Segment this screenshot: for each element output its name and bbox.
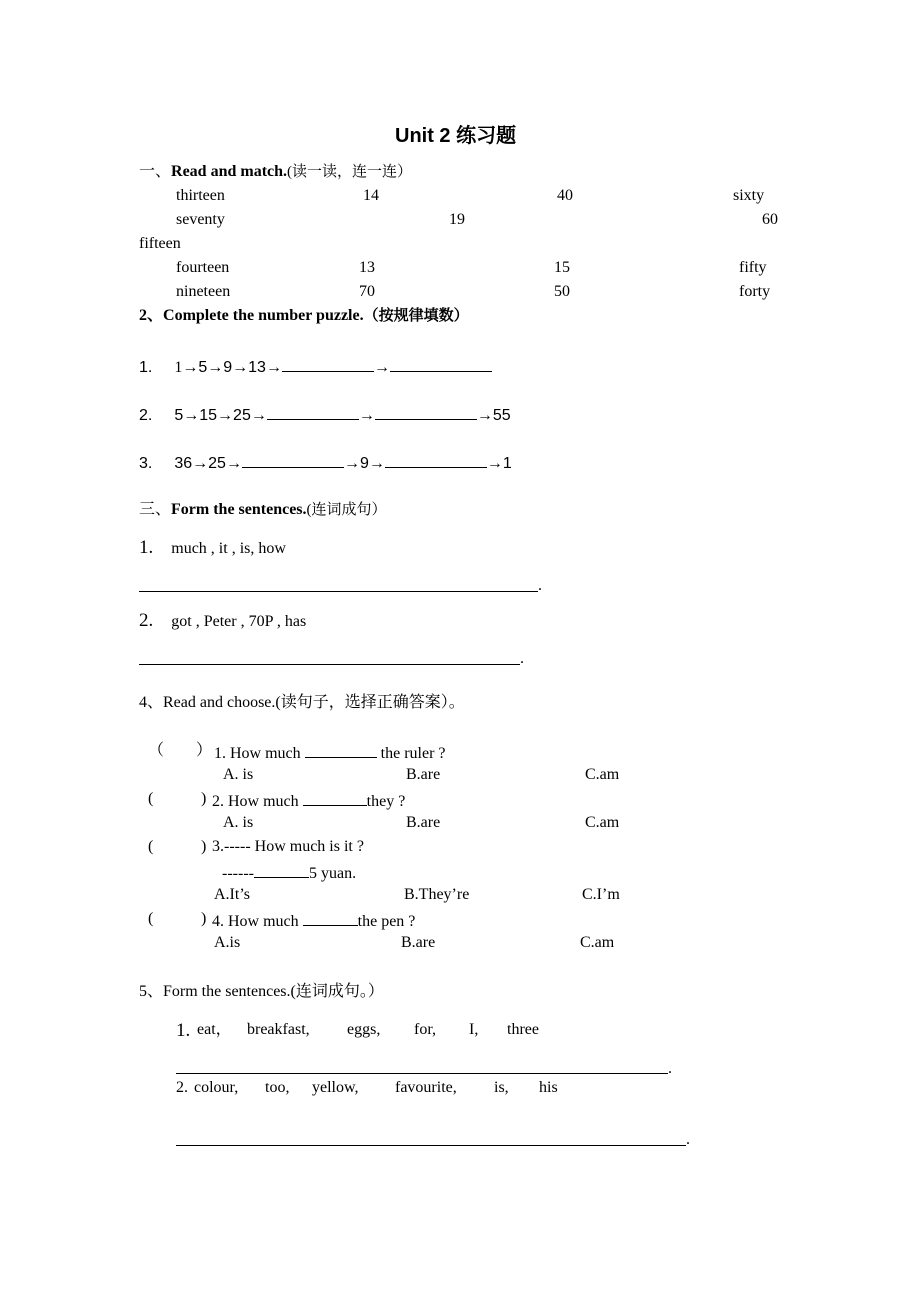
puzzle-blank[interactable] xyxy=(242,453,344,468)
word: eat， xyxy=(197,1021,232,1038)
answer-line[interactable] xyxy=(139,664,520,665)
answer-line[interactable] xyxy=(176,1145,686,1146)
option-c[interactable]: C.am xyxy=(580,934,615,951)
answer-paren-left: （ xyxy=(148,742,165,759)
sentence-number: 2. xyxy=(139,610,154,631)
question-text: the ruler ? xyxy=(380,745,446,762)
word: for, xyxy=(414,1021,437,1038)
section-3-number: 三、 xyxy=(139,501,172,518)
question-text: they ? xyxy=(366,793,406,810)
answer-paren-left: ( xyxy=(148,910,154,927)
match-number: 40 xyxy=(557,187,573,204)
section-1-title: Read and match. xyxy=(171,163,288,180)
answer-period: . xyxy=(686,1131,690,1148)
match-word: seventy xyxy=(176,211,225,228)
word: too, xyxy=(265,1079,290,1096)
sentence-words: much , it , is, how xyxy=(171,540,286,557)
question-stem xyxy=(212,791,405,810)
question-text: ------ xyxy=(222,865,254,882)
puzzle-sequence: 5→15→25→ xyxy=(174,407,267,424)
word: eggs, xyxy=(347,1021,381,1038)
sentence-number: 1. xyxy=(139,537,154,558)
word: favourite, xyxy=(395,1079,457,1096)
section-1-heading xyxy=(139,164,412,180)
option-a[interactable]: A. is xyxy=(223,814,254,831)
puzzle-end: →1 xyxy=(486,455,512,472)
match-number: 70 xyxy=(359,283,375,300)
word: is, xyxy=(494,1079,509,1096)
puzzle-sequence: 36→25→ xyxy=(174,455,242,472)
puzzle-arrow: → xyxy=(358,407,375,424)
option-a[interactable]: A.It’s xyxy=(214,886,250,903)
option-c[interactable]: C.am xyxy=(585,766,620,783)
answer-paren-right: ) xyxy=(201,790,207,807)
puzzle-start: 1 xyxy=(174,359,183,376)
option-c[interactable]: C.I’m xyxy=(582,886,620,903)
puzzle-blank[interactable] xyxy=(390,357,492,372)
page-title: Unit 2 练习题 xyxy=(395,125,517,147)
answer-paren-left: ( xyxy=(148,838,154,855)
question-blank[interactable] xyxy=(303,791,367,806)
answer-line[interactable] xyxy=(139,591,538,592)
puzzle-blank[interactable] xyxy=(375,405,477,420)
match-number: 14 xyxy=(363,187,379,204)
word: breakfast, xyxy=(247,1021,310,1038)
section-2-number: 2、 xyxy=(139,307,164,324)
question-blank[interactable] xyxy=(254,863,309,878)
match-word: fifty xyxy=(739,259,767,276)
question-text: the pen ? xyxy=(357,913,416,930)
answer-paren-left: ( xyxy=(148,790,154,807)
answer-period: . xyxy=(538,577,542,594)
question-text: 4. How much xyxy=(212,913,299,930)
question-response xyxy=(222,863,356,882)
option-a[interactable]: A.is xyxy=(214,934,241,951)
puzzle-arrow: → xyxy=(373,359,390,376)
question-blank[interactable] xyxy=(303,911,358,926)
section-2-title: Complete the number puzzle. xyxy=(163,307,364,324)
word: yellow, xyxy=(312,1079,359,1096)
match-word: sixty xyxy=(733,187,765,204)
word: three xyxy=(507,1021,539,1038)
match-number: 15 xyxy=(554,259,570,276)
answer-paren-right: ） xyxy=(196,742,213,759)
question-text: 5 yuan. xyxy=(308,865,357,882)
puzzle-item xyxy=(139,357,492,376)
option-b[interactable]: B.They’re xyxy=(404,886,470,903)
answer-paren-right: ) xyxy=(201,910,207,927)
match-word: fifteen xyxy=(139,235,181,252)
question-stem xyxy=(214,743,446,762)
match-number: 60 xyxy=(762,211,778,228)
puzzle-end: →55 xyxy=(476,407,511,424)
answer-period: . xyxy=(520,650,524,667)
answer-line[interactable] xyxy=(176,1073,668,1074)
question-blank[interactable] xyxy=(305,743,377,758)
puzzle-number: 3. xyxy=(139,455,153,472)
option-a[interactable]: A. is xyxy=(223,766,254,783)
match-number: 19 xyxy=(449,211,465,228)
option-b[interactable]: B.are xyxy=(406,766,441,783)
sentence-number: 2. xyxy=(176,1079,188,1096)
match-number: 50 xyxy=(554,283,570,300)
puzzle-sequence: →5→9→13→ xyxy=(182,359,282,376)
section-2-subtitle: （按规律填数） xyxy=(363,308,469,324)
word: I, xyxy=(469,1021,479,1038)
sentence-number: 1. xyxy=(176,1020,191,1041)
puzzle-item xyxy=(139,453,512,472)
match-word: fourteen xyxy=(176,259,230,276)
answer-paren-right: ) xyxy=(201,838,207,855)
question-text: 1. How much xyxy=(214,745,301,762)
puzzle-item xyxy=(139,405,511,424)
section-1-subtitle: (读一读，连一连） xyxy=(287,164,413,180)
word: his xyxy=(539,1079,558,1096)
question-text: 2. How much xyxy=(212,793,299,810)
section-3-heading xyxy=(139,502,387,518)
sentence-words: got , Peter , 70P , has xyxy=(171,613,307,630)
sentence-item xyxy=(139,538,286,557)
question-stem xyxy=(212,911,415,930)
puzzle-number: 2. xyxy=(139,407,153,424)
option-b[interactable]: B.are xyxy=(401,934,436,951)
section-3-title: Form the sentences. xyxy=(171,501,307,518)
match-word: nineteen xyxy=(176,283,231,300)
section-1-number: 一、 xyxy=(139,163,172,180)
sentence-item xyxy=(176,1021,190,1040)
section-4-heading: 4、Read and choose.(读句子，选择正确答案）。 xyxy=(139,694,465,711)
puzzle-blank[interactable] xyxy=(385,453,487,468)
answer-period: . xyxy=(668,1060,672,1077)
word: colour, xyxy=(194,1079,239,1096)
option-c[interactable]: C.am xyxy=(585,814,620,831)
match-word: forty xyxy=(739,283,771,300)
question-text: 3.----- How much is it ? xyxy=(212,838,364,855)
option-b[interactable]: B.are xyxy=(406,814,441,831)
section-2-heading xyxy=(139,308,469,324)
section-5-heading: 5、Form the sentences.(连词成句。） xyxy=(139,983,384,1000)
section-3-subtitle: (连词成句） xyxy=(306,502,387,518)
puzzle-blank[interactable] xyxy=(282,357,374,372)
puzzle-blank[interactable] xyxy=(267,405,359,420)
match-word: thirteen xyxy=(176,187,225,204)
puzzle-number: 1. xyxy=(139,359,153,376)
sentence-item xyxy=(139,611,306,630)
puzzle-mid: →9→ xyxy=(343,455,385,472)
match-number: 13 xyxy=(359,259,375,276)
